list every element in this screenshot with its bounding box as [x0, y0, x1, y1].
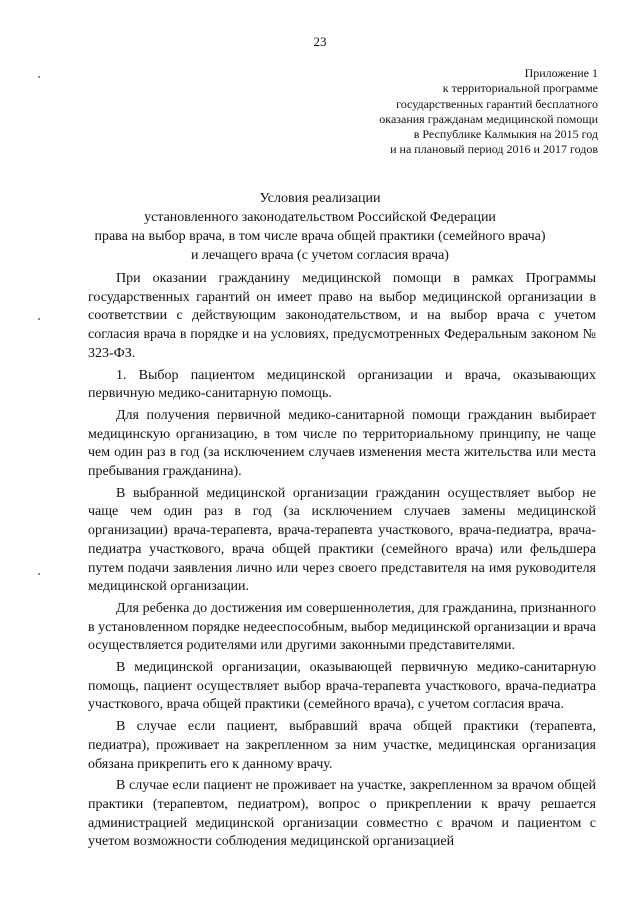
appendix-line: Приложение 1	[524, 66, 598, 80]
appendix-header	[379, 66, 598, 158]
appendix-line: и на плановый период 2016 и 2017 годов	[390, 142, 598, 157]
title-line: и лечащего врача (с учетом согласия врача)	[191, 248, 449, 263]
body-paragraph: Для получения первичной медико-санитарной помощи гражданин выбирает медицинскую организацию, в том числе по территориальному принципу, не чаще чем один раз в год (за исключением случаев изменения места жительства или места пребывания гражданина).	[88, 407, 596, 480]
title-line: установленного законодательством Российской Федерации	[144, 210, 496, 225]
body-paragraph: В медицинской организации, оказывающей первичную медико-санитарную помощь, пациент осуществляет выбор врача-терапевта участкового, врача-педиатра участкового, врача общей практики (семейного врача), с учетом согласия врача.	[88, 660, 596, 713]
document-title	[60, 189, 580, 265]
body-paragraph: В выбранной медицинской организации гражданин осуществляет выбор не чаще чем один раз в год (за исключением случаев замены медицинской организации) врача-терапевта, врача-терапевта участкового, врача-педиатра, врача-педиатра участкового, врача общей практики (семейного врача) или фельдшера путем подачи заявления лично или через своего представителя на имя руководителя медицинской организации.	[88, 485, 596, 595]
body-paragraph: При оказании гражданину медицинской помощи в рамках Программы государственных гарантий он имеет право на выбор медицинской организации в соответствии с действующим законодательством, и на выбор врача с учетом согласия врача в порядке и на условиях, предусмотренных Федеральным законом № 323-ФЗ.	[88, 271, 596, 361]
scan-speck	[38, 318, 40, 320]
appendix-line: оказания гражданам медицинской помощи	[379, 111, 598, 126]
scan-speck	[38, 573, 40, 575]
appendix-line: в Республике Калмыкия на 2015 год	[413, 127, 598, 142]
body-paragraph: В случае если пациент не проживает на участке, закрепленном за врачом общей практики (терапевтом, педиатром), вопрос о прикреплении к врачу решается администрацией медицинской организации совместно с врачом и пациентом с учетом возможности соблюдения медицинской организацией	[88, 778, 596, 850]
body-paragraph: В случае если пациент, выбравший врача общей практики (терапевта, педиатра), проживает на закрепленном за ним участке, медицинская организация обязана прикрепить его к данному врачу.	[88, 719, 596, 772]
title-line: Условия реализации	[259, 191, 381, 206]
appendix-line: государственных гарантий бесплатного	[396, 96, 598, 111]
body-paragraph: 1. Выбор пациентом медицинской организации и врача, оказывающих первичную медико-санитарную помощь.	[88, 367, 596, 402]
title-line: права на выбор врача, в том числе врача общей практики (семейного врача)	[94, 229, 546, 244]
page-number: 23	[313, 34, 327, 49]
body-paragraph: Для ребенка до достижения им совершеннолетия, для гражданина, признанного в установленном порядке недееспособным, выбор медицинской организации и врача осуществляется родителями или другими законными представителями.	[88, 600, 596, 654]
scan-speck	[38, 76, 40, 78]
appendix-line: к территориальной программе	[442, 81, 598, 96]
document-body	[88, 270, 596, 855]
